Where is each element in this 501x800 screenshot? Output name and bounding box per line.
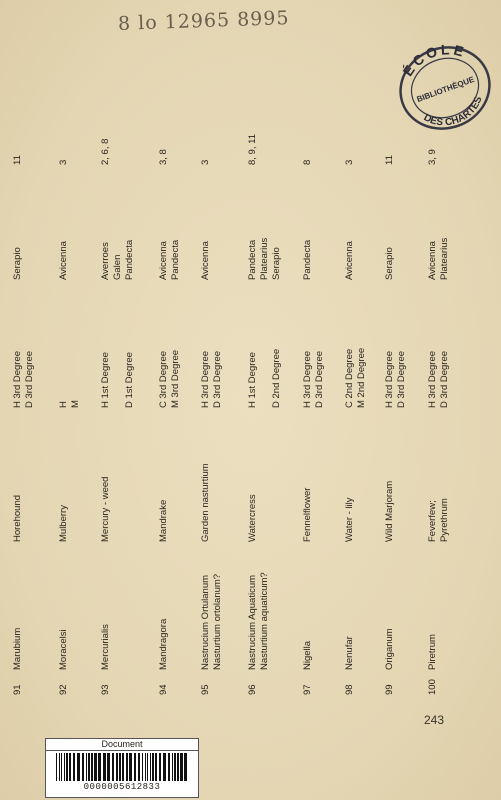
- source-cell: Serapio: [384, 247, 395, 280]
- reference-cell: 2, 6, 8: [100, 138, 111, 165]
- table-row: [58, 0, 96, 800]
- degree-cell: C 2nd Degree M 2nd Degree: [344, 347, 367, 408]
- source-cell: Avicenna: [200, 241, 211, 280]
- source-cell: Pandecta: [302, 239, 313, 280]
- english-name: Water - lily: [344, 497, 355, 542]
- english-name: Horehound: [12, 494, 23, 542]
- entry-number: 94: [158, 684, 169, 695]
- degree-cell: H 3rd Degree D 3rd Degree: [427, 350, 450, 408]
- degree-cell: H 3rd Degree D 3rd Degree: [384, 350, 407, 408]
- document-label-title: Document: [46, 739, 198, 751]
- entry-number: 98: [344, 684, 355, 695]
- latin-name: Mandragora: [158, 618, 169, 670]
- latin-name: Moracelsi: [58, 629, 69, 670]
- degree-cell: C 3rd Degree M 3rd Degree: [158, 349, 181, 408]
- document-number: 0000005612833: [83, 782, 161, 792]
- latin-name: Origanum: [384, 628, 395, 670]
- reference-cell: 8, 9, 11: [247, 134, 258, 165]
- stamp-top-text: ÉCOLE: [399, 41, 469, 79]
- entry-number: 91: [12, 684, 23, 695]
- entry-number: 97: [302, 684, 313, 695]
- entry-number: 99: [384, 684, 395, 695]
- reference-cell: 3, 9: [427, 149, 438, 165]
- document-label: [45, 738, 199, 798]
- english-name: Watercress: [247, 494, 258, 542]
- source-cell: Serapio: [12, 247, 23, 280]
- table-row: [100, 0, 138, 800]
- reference-cell: 3, 8: [158, 149, 169, 165]
- entry-number: 95: [200, 684, 211, 695]
- latin-name: Marubium: [12, 627, 23, 670]
- source-cell: Avicenna Platearius: [427, 237, 450, 280]
- table-row: [247, 0, 285, 800]
- english-name: Fennelflower: [302, 487, 313, 542]
- table-row: [12, 0, 50, 800]
- table-row: [384, 0, 422, 800]
- degree-cell: H 3rd Degree D 3rd Degree: [200, 350, 223, 408]
- entry-number: 92: [58, 684, 69, 695]
- degree-cell: H 3rd Degree D 3rd Degree: [302, 350, 325, 408]
- english-name: Mercury - weed: [100, 476, 111, 542]
- english-name: Wild Marjoram: [384, 480, 395, 542]
- reference-cell: 3: [200, 159, 211, 165]
- degree-cell: H 1st Degree D 2nd Degree: [247, 348, 282, 408]
- handwritten-mark: 8 lo 12965 8995: [117, 7, 290, 35]
- english-name: Mandrake: [158, 499, 169, 542]
- source-cell: Avicenna: [344, 241, 355, 280]
- source-cell: Pandecta Platearius Serapio: [247, 237, 282, 280]
- table-row: [200, 0, 238, 800]
- latin-name: Mercurialis: [100, 624, 111, 670]
- table-row: [427, 0, 465, 800]
- source-cell: Averroes Galen Pandecta: [100, 239, 135, 280]
- table-row: [302, 0, 340, 800]
- degree-cell: H M: [58, 400, 81, 408]
- reference-cell: 8: [302, 159, 313, 165]
- entry-number: 100: [427, 679, 438, 695]
- degree-cell: H 3rd Degree D 3rd Degree: [12, 350, 35, 408]
- reference-cell: 3: [58, 159, 69, 165]
- stamp-middle-text: BIBLIOTHÈQUE: [415, 74, 476, 104]
- reference-cell: 11: [12, 155, 23, 165]
- english-name: Mulberry: [58, 505, 69, 542]
- degree-cell: H 1st Degree D 1st Degree: [100, 352, 135, 408]
- page-number: 243: [424, 713, 445, 727]
- latin-name: Nastrucium Ortulanum Nasturtium ortolanum?: [200, 573, 223, 670]
- reference-cell: 11: [384, 155, 395, 165]
- latin-name: Nigella: [302, 640, 313, 670]
- latin-name: Nastrucium Aquaticum Nasturtium aquaticum?: [247, 572, 270, 670]
- latin-name: Nenufar: [344, 636, 355, 670]
- source-cell: Avicenna: [58, 241, 69, 280]
- source-cell: Avicenna Pandecta: [158, 239, 181, 280]
- entry-number: 93: [100, 684, 111, 695]
- stamp-bottom-text: DES CHARTES: [421, 95, 485, 129]
- english-name: Feverfew; Pyrethrum: [427, 498, 450, 542]
- latin-name: Piretrum: [427, 634, 438, 670]
- table-row: [158, 0, 196, 800]
- barcode: [56, 753, 188, 781]
- entry-number: 96: [247, 684, 258, 695]
- table-row: [344, 0, 382, 800]
- reference-cell: 3: [344, 159, 355, 165]
- english-name: Garden nasturtium: [200, 463, 211, 542]
